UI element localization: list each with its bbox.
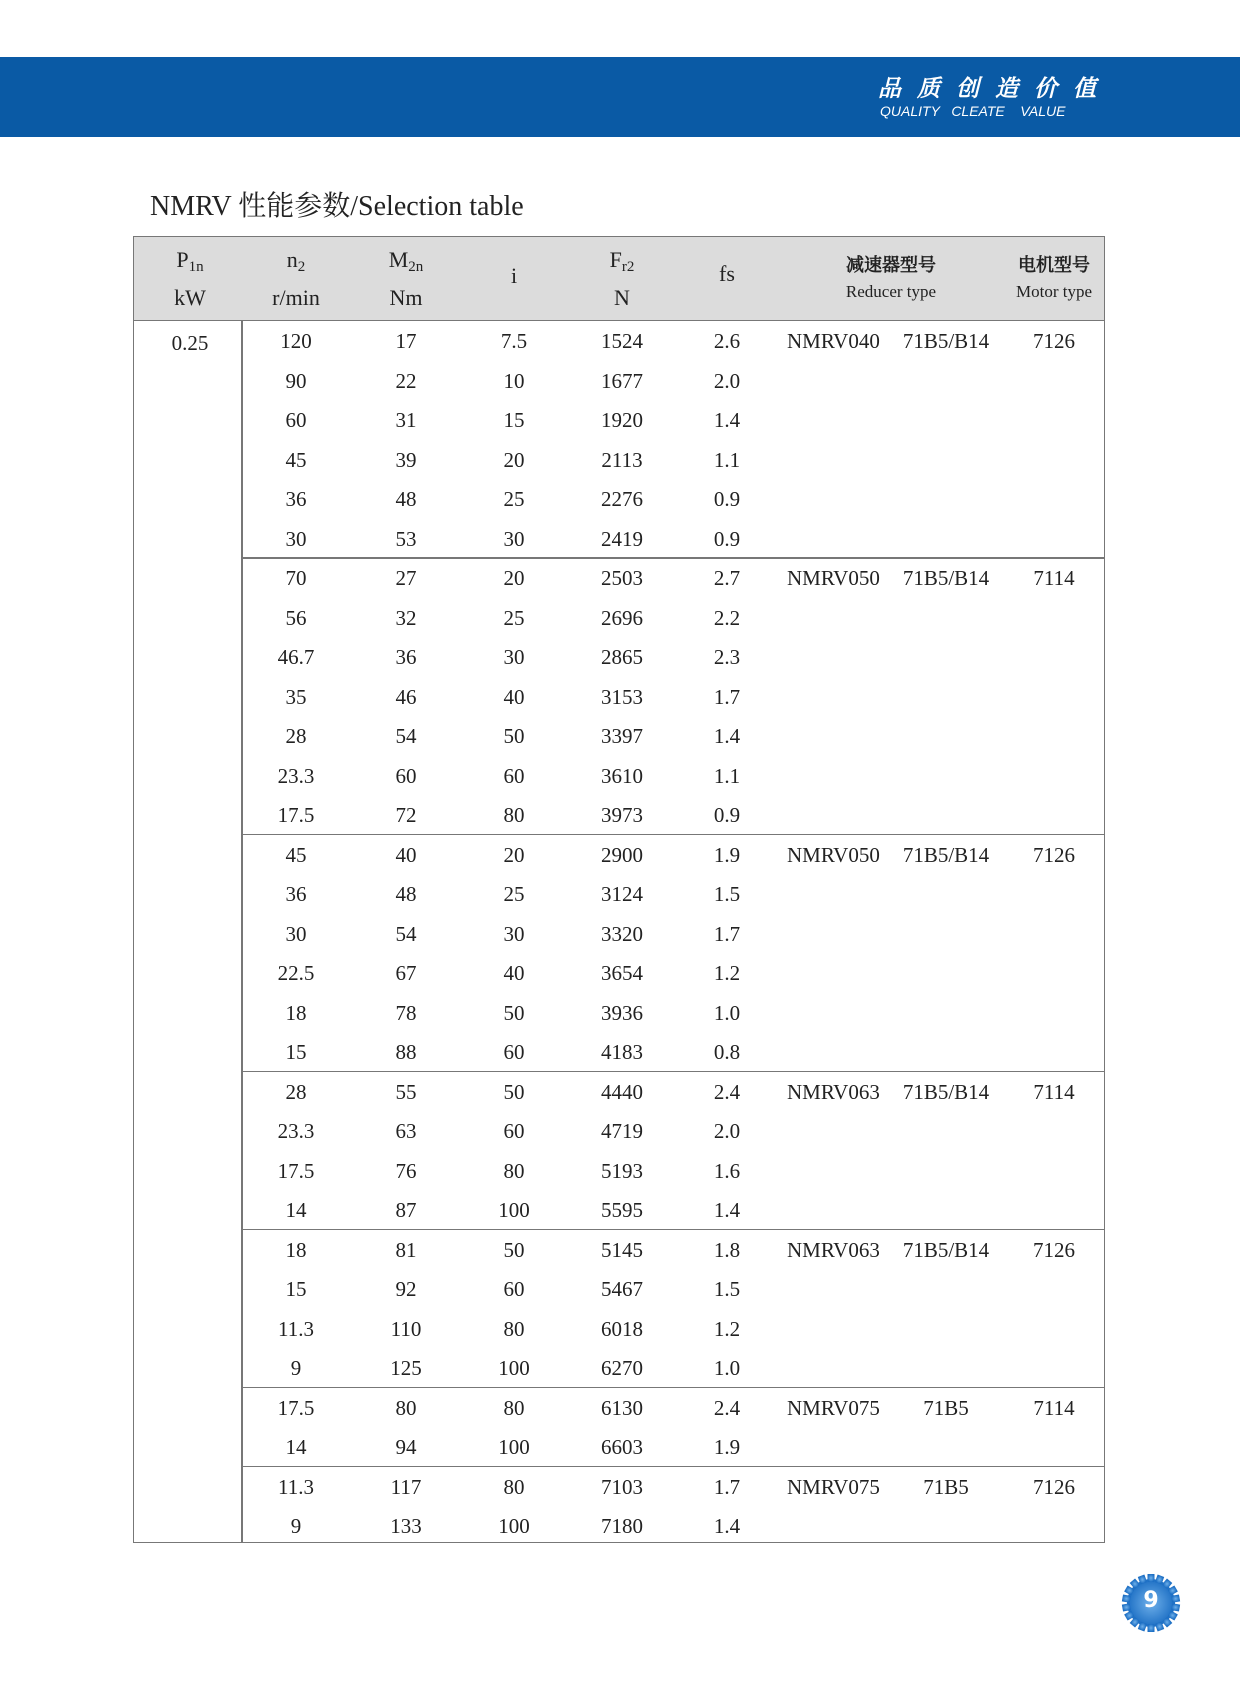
m2n-cell: 36 — [395, 645, 417, 669]
motor-type: 7114 — [1033, 1395, 1075, 1420]
m2n-cell: 32 — [395, 605, 417, 630]
fr2-cell: 2503 — [601, 566, 643, 590]
power-value: 0.25 — [171, 331, 209, 355]
reducer-model: NMRV040 — [787, 329, 880, 353]
m2n-cell: 80 — [395, 1395, 417, 1420]
m2n-cell: 78 — [395, 1000, 417, 1025]
fr2-cell: 6270 — [601, 1356, 643, 1380]
m2n-cell: 54 — [395, 921, 417, 946]
i-cell: 80 — [503, 1316, 525, 1341]
fr2-cell: 7180 — [601, 1514, 643, 1538]
n2-cell: 18 — [285, 1237, 307, 1262]
fs-cell: 1.4 — [713, 408, 741, 432]
i-cell: 80 — [503, 1158, 525, 1183]
fs-cell: 2.0 — [713, 1119, 741, 1143]
n2-cell: 23.3 — [277, 763, 315, 788]
i-cell: 100 — [498, 1514, 530, 1538]
motor-type: 7126 — [1033, 1237, 1075, 1262]
i-cell: 10 — [503, 368, 525, 393]
i-cell: 7.5 — [500, 329, 528, 353]
n2-cell: 46.7 — [277, 645, 315, 669]
motor-type: 7126 — [1033, 329, 1075, 353]
n2-cell: 18 — [285, 1000, 307, 1025]
fr2-cell: 3397 — [601, 724, 643, 748]
gear-tooth — [1148, 1624, 1155, 1632]
n2-cell: 15 — [285, 1277, 307, 1301]
header-i: i — [510, 263, 518, 288]
i-cell: 50 — [503, 1000, 525, 1025]
fr2-cell: 3153 — [601, 684, 643, 709]
n2-cell: 120 — [280, 329, 312, 353]
fs-cell: 0.9 — [713, 487, 741, 511]
n2-cell: 11.3 — [278, 1316, 314, 1341]
n2-cell: 35 — [285, 684, 307, 709]
i-cell: 40 — [503, 961, 525, 985]
m2n-cell: 27 — [395, 566, 417, 590]
fs-cell: 2.6 — [713, 329, 741, 353]
fr2-cell: 1677 — [601, 368, 643, 393]
m2n-cell: 117 — [390, 1474, 422, 1499]
header-fs: fs — [719, 261, 735, 286]
flange-type: 71B5 — [923, 1474, 969, 1499]
fs-cell: 2.2 — [713, 605, 741, 630]
n2-cell: 14 — [285, 1198, 307, 1222]
flange-type: 71B5 — [923, 1395, 969, 1420]
i-cell: 20 — [503, 842, 525, 867]
fr2-cell: 3610 — [601, 763, 643, 788]
fs-cell: 2.7 — [713, 566, 741, 590]
reducer-model: NMRV075 — [787, 1395, 880, 1420]
column-divider — [241, 320, 243, 1542]
n2-cell: 28 — [285, 724, 307, 748]
reducer-model: NMRV063 — [787, 1237, 880, 1262]
fr2-cell: 4183 — [601, 1040, 643, 1064]
m2n-cell: 72 — [395, 803, 417, 827]
header-fr2: $F_{r2}$ — [609, 247, 635, 275]
fr2-cell: 4440 — [601, 1079, 643, 1104]
m2n-cell: 87 — [395, 1198, 417, 1222]
fr2-cell: 2900 — [601, 842, 643, 867]
flange-type: 71B5/B14 — [902, 566, 990, 590]
m2n-cell: 53 — [395, 526, 417, 551]
m2n-cell: 22 — [395, 368, 417, 393]
i-cell: 30 — [503, 526, 525, 551]
group-divider — [242, 1466, 1104, 1468]
fs-cell: 0.9 — [713, 803, 741, 827]
header-m2n: $M_{2n}$ — [388, 247, 424, 275]
fs-cell: 1.2 — [713, 1316, 741, 1341]
group-divider — [242, 1071, 1104, 1073]
header-p1n: $P_{1n}$ — [176, 247, 204, 275]
header-reducer-cn: 减速器型号 — [846, 255, 936, 276]
fs-cell: 2.0 — [713, 368, 741, 393]
m2n-cell: 31 — [395, 408, 417, 432]
slogan-cn: 品质创造价值 — [878, 76, 1112, 102]
fr2-cell: 5595 — [601, 1198, 643, 1222]
fr2-cell: 3973 — [601, 803, 643, 827]
m2n-cell: 48 — [395, 882, 417, 906]
motor-type: 7114 — [1033, 566, 1075, 590]
fs-cell: 1.0 — [713, 1356, 741, 1380]
fr2-cell: 3654 — [601, 961, 643, 985]
reducer-model: NMRV063 — [787, 1079, 880, 1104]
i-cell: 30 — [503, 921, 525, 946]
motor-type: 7114 — [1033, 1079, 1075, 1104]
fr2-cell: 4719 — [601, 1119, 643, 1143]
fr2-cell: 6603 — [601, 1435, 643, 1459]
m2n-cell: 81 — [395, 1237, 417, 1262]
reducer-model: NMRV075 — [787, 1474, 880, 1499]
page-number: 9 — [1143, 1588, 1159, 1613]
i-cell: 80 — [503, 1395, 525, 1420]
fr2-cell: 3320 — [601, 921, 643, 946]
fs-cell: 1.9 — [713, 842, 741, 867]
n2-cell: 23.3 — [277, 1119, 315, 1143]
fs-cell: 1.0 — [713, 1000, 741, 1025]
fs-cell: 1.7 — [713, 1474, 741, 1499]
m2n-cell: 17 — [395, 329, 417, 353]
reducer-model: NMRV050 — [787, 566, 880, 590]
i-cell: 25 — [503, 487, 525, 511]
n2-cell: 70 — [285, 566, 307, 590]
fs-cell: 1.5 — [713, 1277, 741, 1301]
fs-cell: 1.9 — [713, 1435, 741, 1459]
n2-cell: 30 — [285, 526, 307, 551]
fr2-cell: 3124 — [601, 882, 643, 906]
flange-type: 71B5/B14 — [902, 1237, 990, 1262]
fs-cell: 2.4 — [713, 1079, 741, 1104]
slogan-en: QUALITY CLEATE VALUE — [880, 103, 1066, 119]
n2-cell: 28 — [285, 1079, 307, 1104]
fs-cell: 1.7 — [713, 684, 741, 709]
i-cell: 25 — [503, 882, 525, 906]
header-motor-cn: 电机型号 — [1018, 255, 1090, 276]
fs-cell: 1.4 — [713, 1514, 741, 1538]
fr2-cell: 1920 — [601, 408, 643, 432]
n2-cell: 30 — [285, 921, 307, 946]
n2-cell: 9 — [290, 1514, 302, 1538]
fs-cell: 1.6 — [713, 1158, 741, 1183]
n2-cell: 45 — [285, 842, 307, 867]
header-fr2-unit: N — [614, 285, 630, 310]
m2n-cell: 39 — [395, 447, 417, 472]
group-divider — [242, 1229, 1104, 1231]
reducer-model: NMRV050 — [787, 842, 880, 867]
fr2-cell: 3936 — [601, 1000, 643, 1025]
i-cell: 25 — [503, 605, 525, 630]
fs-cell: 1.2 — [713, 961, 741, 985]
fr2-cell: 5193 — [601, 1158, 643, 1183]
i-cell: 40 — [503, 684, 525, 709]
n2-cell: 60 — [285, 408, 307, 432]
group-divider — [242, 557, 1104, 559]
n2-cell: 22.5 — [277, 961, 315, 985]
n2-cell: 36 — [285, 882, 307, 906]
m2n-cell: 54 — [395, 724, 417, 748]
header-p1n-unit: kW — [174, 285, 206, 310]
i-cell: 60 — [503, 763, 525, 788]
i-cell: 20 — [503, 566, 525, 590]
flange-type: 71B5/B14 — [902, 1079, 990, 1104]
m2n-cell: 76 — [395, 1158, 417, 1183]
fr2-cell: 6018 — [601, 1316, 643, 1341]
m2n-cell: 92 — [395, 1277, 417, 1301]
gear-tooth — [1148, 1574, 1155, 1582]
i-cell: 60 — [503, 1040, 525, 1064]
i-cell: 80 — [503, 1474, 525, 1499]
selection-table — [133, 236, 1105, 1543]
fr2-cell: 5145 — [601, 1237, 643, 1262]
fr2-cell: 6130 — [601, 1395, 643, 1420]
fs-cell: 1.7 — [713, 921, 741, 946]
motor-type: 7126 — [1033, 1474, 1075, 1499]
fs-cell: 1.1 — [713, 447, 741, 472]
fr2-cell: 2865 — [601, 645, 643, 669]
i-cell: 15 — [503, 408, 525, 432]
i-cell: 100 — [498, 1435, 530, 1459]
header-reducer-en: Reducer type — [845, 282, 937, 301]
n2-cell: 11.3 — [278, 1474, 314, 1499]
header-n2: $n_2$ — [286, 247, 306, 275]
i-cell: 50 — [503, 1079, 525, 1104]
n2-cell: 17.5 — [277, 1395, 315, 1420]
fr2-cell: 2276 — [601, 487, 643, 511]
i-cell: 50 — [503, 724, 525, 748]
m2n-cell: 48 — [395, 487, 417, 511]
flange-type: 71B5/B14 — [902, 329, 990, 353]
header-m2n-unit: Nm — [389, 285, 423, 310]
fs-cell: 2.3 — [713, 645, 741, 669]
m2n-cell: 40 — [395, 842, 417, 867]
page-title: NMRV 性能参数/Selection table — [150, 191, 524, 222]
fs-cell: 1.1 — [713, 763, 741, 788]
motor-type: 7126 — [1033, 842, 1075, 867]
i-cell: 100 — [498, 1356, 530, 1380]
group-divider — [242, 1387, 1104, 1389]
m2n-cell: 110 — [390, 1316, 422, 1341]
i-cell: 80 — [503, 803, 525, 827]
fr2-cell: 7103 — [601, 1474, 643, 1499]
fr2-cell: 2696 — [601, 605, 643, 630]
n2-cell: 90 — [285, 368, 307, 393]
header-n2-unit: r/min — [272, 285, 320, 310]
n2-cell: 15 — [285, 1040, 307, 1064]
fs-cell: 0.8 — [713, 1040, 741, 1064]
header-motor-en: Motor type — [1015, 282, 1093, 301]
i-cell: 50 — [503, 1237, 525, 1262]
fs-cell: 1.4 — [713, 1198, 741, 1222]
m2n-cell: 63 — [395, 1119, 417, 1143]
m2n-cell: 88 — [395, 1040, 417, 1064]
fs-cell: 1.5 — [713, 882, 741, 906]
i-cell: 30 — [503, 645, 525, 669]
n2-cell: 56 — [285, 605, 307, 630]
fr2-cell: 2419 — [601, 526, 643, 551]
table-header — [134, 237, 1104, 321]
m2n-cell: 133 — [390, 1514, 422, 1538]
m2n-cell: 67 — [395, 961, 417, 985]
m2n-cell: 46 — [395, 684, 417, 709]
n2-cell: 17.5 — [277, 1158, 315, 1183]
fs-cell: 0.9 — [713, 526, 741, 551]
i-cell: 60 — [503, 1277, 525, 1301]
i-cell: 20 — [503, 447, 525, 472]
n2-cell: 17.5 — [277, 803, 315, 827]
group-divider — [242, 834, 1104, 836]
m2n-cell: 94 — [395, 1435, 417, 1459]
n2-cell: 9 — [290, 1356, 302, 1380]
fr2-cell: 2113 — [601, 447, 643, 472]
n2-cell: 14 — [285, 1435, 307, 1459]
m2n-cell: 125 — [390, 1356, 422, 1380]
i-cell: 60 — [503, 1119, 525, 1143]
i-cell: 100 — [498, 1198, 530, 1222]
fr2-cell: 1524 — [601, 329, 643, 353]
fs-cell: 2.4 — [713, 1395, 741, 1420]
n2-cell: 36 — [285, 487, 307, 511]
m2n-cell: 60 — [395, 763, 417, 788]
n2-cell: 45 — [285, 447, 307, 472]
m2n-cell: 55 — [395, 1079, 417, 1104]
fs-cell: 1.4 — [713, 724, 741, 748]
flange-type: 71B5/B14 — [902, 842, 990, 867]
fr2-cell: 5467 — [601, 1277, 643, 1301]
fs-cell: 1.8 — [713, 1237, 741, 1262]
